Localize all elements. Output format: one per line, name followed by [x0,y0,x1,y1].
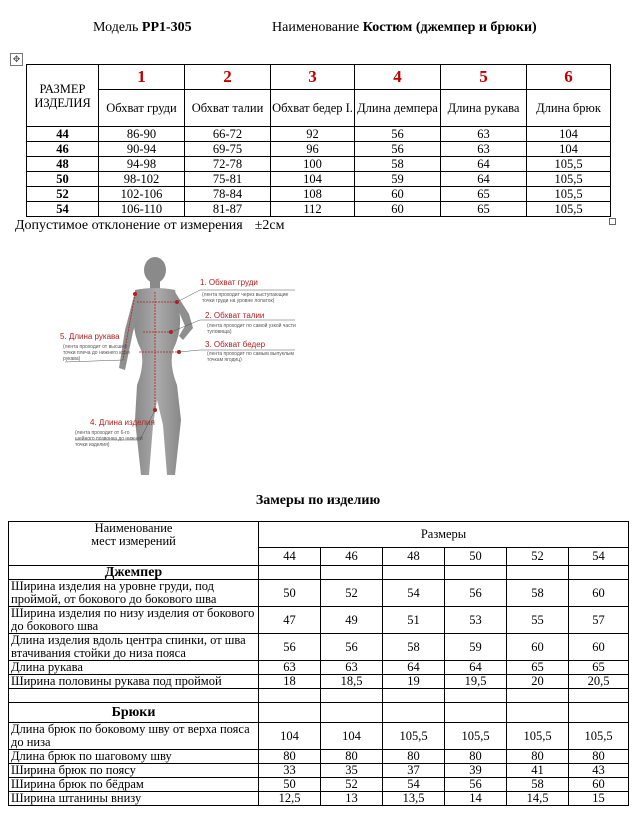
section-header-row [9,566,629,580]
measurement-label: Ширина штанины внизу [9,792,259,806]
size-row [27,157,611,172]
size-value-cell: 105,5 [527,172,611,187]
empty-cell [259,689,321,703]
measurement-value: 80 [383,750,445,764]
size-column-header: 50 [445,548,507,566]
size-value-cell: 60 [355,202,441,217]
measurement-value: 47 [259,607,321,634]
figure-note-sleeve: (лента проходит от высшей точки плеча до нижнего края рукава) [63,344,130,362]
size-value-cell: 105,5 [527,202,611,217]
places-header-cell [9,522,259,566]
measurement-label: Ширина изделия на уровне груди, под проймой, от бокового до бокового шва [9,580,259,607]
section-name: Брюки [9,703,259,723]
size-column-header: 52 [507,548,569,566]
model-code: PP1-305 [141,20,192,35]
measurement-label: Длина изделия вдоль центра спинки, от шва втачивания стойки до низа пояса [9,634,259,661]
empty-cell [259,566,321,580]
measurement-row [9,607,629,634]
measurement-value: 104 [321,723,383,750]
product-name: Костюм (джемпер и брюки) [362,20,537,35]
size-value-cell: 98-102 [99,172,185,187]
measurement-value: 58 [383,634,445,661]
size-table [26,64,611,217]
size-value-cell: 72-78 [185,157,271,172]
measurement-value: 20,5 [569,675,629,689]
size-value-cell: 64 [441,157,527,172]
measurement-value: 64 [383,661,445,675]
measurement-value: 19,5 [445,675,507,689]
measurement-value: 52 [321,580,383,607]
measurement-value: 80 [259,750,321,764]
measurement-value: 13 [321,792,383,806]
product-name-line [272,20,537,36]
measurement-row [9,778,629,792]
places-header: Наименование мест измерений [91,521,176,548]
empty-cell [445,703,507,723]
size-value-cell: 105,5 [527,157,611,172]
figure-label-waist: 2. Обхват талии [205,311,265,320]
col-number: 3 [271,65,355,90]
empty-cell [321,689,383,703]
measurement-value: 63 [321,661,383,675]
tolerance-note [15,218,284,234]
measurement-row [9,764,629,778]
col-header: Обхват груди [99,90,185,127]
measurement-value: 60 [569,580,629,607]
measurement-row [9,634,629,661]
measurement-value: 50 [259,778,321,792]
measurement-row [9,750,629,764]
measurement-value: 56 [445,778,507,792]
size-cell: 46 [27,142,99,157]
figure-note-length: (лента проходит от 6-го шейного позвонка до нижней точки изделия) [75,430,143,448]
size-value-cell: 94-98 [99,157,185,172]
col-header: Обхват талии [185,90,271,127]
size-column-header: 46 [321,548,383,566]
figure-label-chest: 1. Обхват груди [200,278,258,287]
measurement-value: 105,5 [569,723,629,750]
measurement-value: 35 [321,764,383,778]
empty-cell [569,566,629,580]
empty-cell [383,566,445,580]
section-header-row [9,703,629,723]
col-number: 1 [99,65,185,90]
measurement-value: 19 [383,675,445,689]
empty-cell [321,566,383,580]
size-cell: 44 [27,127,99,142]
tolerance-text: Допустимое отклонение от измерения [15,218,243,233]
empty-cell [507,689,569,703]
table-move-handle-icon[interactable]: ✥ [10,53,23,66]
size-value-cell: 59 [355,172,441,187]
size-value-cell: 108 [271,187,355,202]
figure-label-length: 4. Длина изделия [90,418,155,427]
size-value-cell: 63 [441,142,527,157]
measurement-value: 54 [383,580,445,607]
measurement-value: 63 [259,661,321,675]
size-value-cell: 100 [271,157,355,172]
size-value-cell: 81-87 [185,202,271,217]
measurement-value: 41 [507,764,569,778]
size-cell: 52 [27,187,99,202]
measurement-value: 64 [445,661,507,675]
measurement-value: 104 [259,723,321,750]
measurement-value: 14,5 [507,792,569,806]
col-header: Длина демпера [355,90,441,127]
size-value-cell: 104 [527,127,611,142]
size-row [27,172,611,187]
empty-cell [259,703,321,723]
figure-note-hips: (лента проходит по самым выпуклым точкам ягодиц) [207,351,294,363]
size-row [27,187,611,202]
measurement-value: 80 [321,750,383,764]
empty-cell [321,703,383,723]
measurement-value: 54 [383,778,445,792]
measurement-figure [55,250,310,485]
col-header: Обхват бедер I. [271,90,355,127]
measurement-value: 55 [507,607,569,634]
size-value-cell: 105,5 [527,187,611,202]
measurement-value: 80 [445,750,507,764]
document-header [0,20,636,40]
model-prefix: Модель [93,20,142,35]
table-resize-handle[interactable] [609,218,616,225]
measurement-value: 49 [321,607,383,634]
measurements-title: Замеры по изделию [255,493,381,508]
measurement-value: 60 [569,634,629,661]
sizes-header: Размеры [259,522,629,548]
measurement-value: 105,5 [507,723,569,750]
measurement-value: 60 [569,778,629,792]
measurement-value: 80 [569,750,629,764]
size-value-cell: 66-72 [185,127,271,142]
size-value-cell: 78-84 [185,187,271,202]
measurement-value: 52 [321,778,383,792]
measurement-value: 65 [507,661,569,675]
tolerance-value: ±2см [254,218,285,233]
measurement-value: 59 [445,634,507,661]
measurement-label: Ширина половины рукава под проймой [9,675,259,689]
measurements-table [8,521,629,806]
size-column-header: 54 [569,548,629,566]
size-value-cell: 86-90 [99,127,185,142]
measurement-label: Длина брюк по боковому шву от верха пояса до низа [9,723,259,750]
size-value-cell: 60 [355,187,441,202]
measurement-label: Ширина брюк по бёдрам [9,778,259,792]
figure-label-sleeve: 5. Длина рукава [60,332,120,341]
figure-note-waist: (лента проходит по самой узкой части туловища) [207,323,296,335]
empty-cell [507,566,569,580]
measurement-value: 57 [569,607,629,634]
col-number: 6 [527,65,611,90]
col-header: Длина рукава [441,90,527,127]
name-prefix: Наименование [272,20,363,35]
empty-cell [507,703,569,723]
model-line [93,20,192,36]
size-value-cell: 56 [355,127,441,142]
empty-cell [569,703,629,723]
measurement-value: 105,5 [383,723,445,750]
measurement-value: 56 [259,634,321,661]
measurement-value: 20 [507,675,569,689]
measurement-row [9,580,629,607]
measurement-label: Ширина брюк по поясу [9,764,259,778]
figure-note-chest: (лента проходит через выступающие точки груди на уровне лопаток) [202,292,289,304]
measurement-value: 51 [383,607,445,634]
size-value-cell: 69-75 [185,142,271,157]
size-value-cell: 65 [441,187,527,202]
empty-cell [383,703,445,723]
col-number: 5 [441,65,527,90]
measurement-row [9,723,629,750]
measurement-value: 56 [321,634,383,661]
measurement-label: Длина рукава [9,661,259,675]
col-number: 4 [355,65,441,90]
measurement-value: 56 [445,580,507,607]
size-value-cell: 58 [355,157,441,172]
size-value-cell: 64 [441,172,527,187]
size-value-cell: 92 [271,127,355,142]
size-value-cell: 90-94 [99,142,185,157]
col-number: 2 [185,65,271,90]
size-value-cell: 96 [271,142,355,157]
size-cell: 50 [27,172,99,187]
section-name: Джемпер [9,566,259,580]
measurement-value: 37 [383,764,445,778]
size-value-cell: 102-106 [99,187,185,202]
measurement-value: 58 [507,778,569,792]
measurement-value: 33 [259,764,321,778]
empty-cell [9,689,259,703]
measurement-value: 60 [507,634,569,661]
measurement-value: 13,5 [383,792,445,806]
measurement-value: 53 [445,607,507,634]
size-row [27,127,611,142]
empty-cell [569,689,629,703]
size-value-cell: 75-81 [185,172,271,187]
measurement-value: 14 [445,792,507,806]
size-value-cell: 104 [527,142,611,157]
size-value-cell: 63 [441,127,527,142]
empty-cell [383,689,445,703]
size-value-cell: 106-110 [99,202,185,217]
measurement-row [9,792,629,806]
body-silhouette-image [55,250,310,485]
size-column-header: 44 [259,548,321,566]
size-value-cell: 112 [271,202,355,217]
empty-cell [445,689,507,703]
size-row [27,142,611,157]
measurement-value: 80 [507,750,569,764]
measurement-value: 12,5 [259,792,321,806]
size-value-cell: 65 [441,202,527,217]
size-value-cell: 56 [355,142,441,157]
size-column-header: 48 [383,548,445,566]
measurement-value: 50 [259,580,321,607]
measurement-value: 105,5 [445,723,507,750]
measurement-row [9,675,629,689]
size-value-cell: 104 [271,172,355,187]
size-label-cell: РАЗМЕР ИЗДЕЛИЯ [27,65,99,127]
empty-cell [445,566,507,580]
measurement-value: 15 [569,792,629,806]
measurement-value: 18 [259,675,321,689]
size-cell: 48 [27,157,99,172]
size-row [27,202,611,217]
spacer-row [9,689,629,703]
measurement-label: Ширина изделия по низу изделия от бокового до бокового шва [9,607,259,634]
measurement-label: Длина брюк по шаговому шву [9,750,259,764]
measurement-value: 65 [569,661,629,675]
measurement-row [9,661,629,675]
figure-label-hips: 3. Обхват бедер [205,340,266,349]
measurement-value: 39 [445,764,507,778]
size-cell: 54 [27,202,99,217]
measurement-value: 18,5 [321,675,383,689]
col-header: Длина брюк [527,90,611,127]
measurement-value: 43 [569,764,629,778]
measurement-value: 58 [507,580,569,607]
